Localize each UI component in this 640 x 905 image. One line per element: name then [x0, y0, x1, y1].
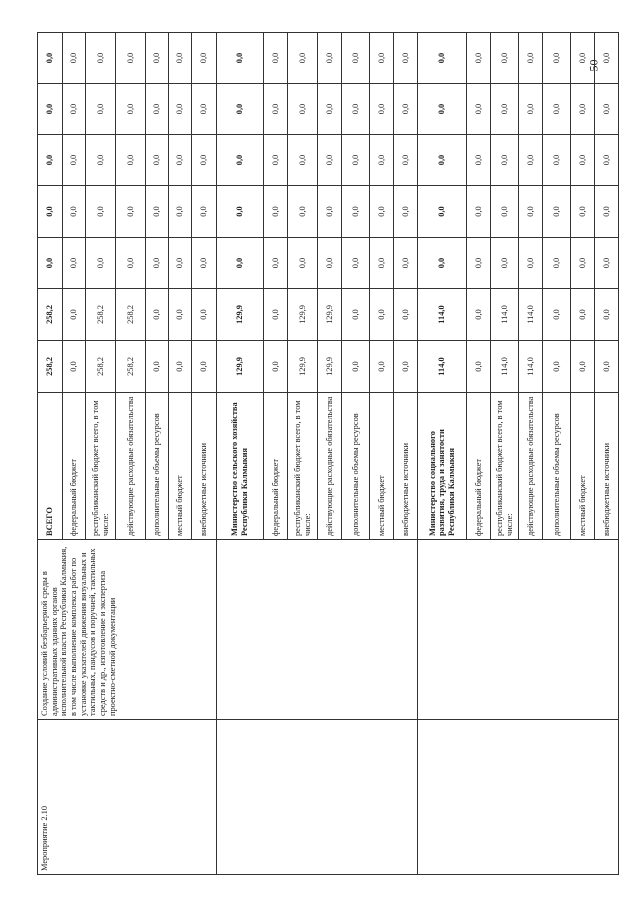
funding-table — [37, 32, 619, 875]
row-label: республиканский бюджет всего, в том числе: — [491, 393, 519, 540]
value-cell: 0,0 — [288, 238, 318, 289]
value-cell: 114,0 — [491, 289, 519, 341]
value-cell: 0,0 — [595, 289, 619, 341]
table-row — [38, 33, 63, 875]
value-cell: 0,0 — [370, 238, 394, 289]
value-cell: 0,0 — [571, 238, 595, 289]
value-cell: 0,0 — [543, 341, 571, 393]
value-cell: 0,0 — [318, 186, 342, 238]
value-cell: 0,0 — [116, 33, 146, 84]
value-cell: 0,0 — [595, 238, 619, 289]
value-cell: 0,0 — [318, 135, 342, 186]
value-cell: 0,0 — [394, 289, 418, 341]
value-cell: 0,0 — [394, 135, 418, 186]
value-cell: 258,2 — [38, 341, 63, 393]
value-cell: 0,0 — [467, 33, 491, 84]
value-cell: 0,0 — [519, 186, 543, 238]
value-cell: 0,0 — [571, 84, 595, 135]
value-cell: 0,0 — [192, 341, 217, 393]
value-cell: 0,0 — [146, 238, 169, 289]
value-cell: 0,0 — [418, 186, 467, 238]
value-cell: 0,0 — [370, 135, 394, 186]
value-cell: 0,0 — [318, 33, 342, 84]
value-cell: 0,0 — [595, 84, 619, 135]
value-cell: 129,9 — [288, 341, 318, 393]
value-cell: 0,0 — [571, 289, 595, 341]
value-cell: 0,0 — [394, 84, 418, 135]
value-cell: 114,0 — [519, 289, 543, 341]
value-cell: 0,0 — [418, 84, 467, 135]
empty-cell — [418, 720, 619, 875]
value-cell: 258,2 — [86, 341, 116, 393]
row-label: внебюджетные источники — [595, 393, 619, 540]
row-label: республиканский бюджет всего, в том числе: — [288, 393, 318, 540]
value-cell: 0,0 — [467, 238, 491, 289]
value-cell: 0,0 — [519, 33, 543, 84]
value-cell: 0,0 — [192, 84, 217, 135]
value-cell: 0,0 — [595, 135, 619, 186]
row-label: федеральный бюджет — [63, 393, 86, 540]
value-cell: 0,0 — [519, 238, 543, 289]
value-cell: 0,0 — [394, 33, 418, 84]
table-row — [217, 33, 264, 875]
measure-id: Мероприятие 2.10 — [38, 720, 217, 875]
value-cell: 0,0 — [86, 186, 116, 238]
value-cell: 0,0 — [146, 341, 169, 393]
value-cell: 0,0 — [370, 84, 394, 135]
row-label: федеральный бюджет — [264, 393, 288, 540]
value-cell: 0,0 — [370, 33, 394, 84]
row-label: действующие расходные обязательства — [519, 393, 543, 540]
value-cell: 0,0 — [38, 186, 63, 238]
value-cell: 0,0 — [169, 33, 192, 84]
value-cell: 0,0 — [418, 238, 467, 289]
value-cell: 0,0 — [288, 135, 318, 186]
funding-table-body — [38, 33, 619, 875]
row-label: действующие расходные обязательства — [116, 393, 146, 540]
value-cell: 0,0 — [217, 238, 264, 289]
value-cell: 0,0 — [342, 186, 370, 238]
value-cell: 0,0 — [192, 135, 217, 186]
value-cell: 0,0 — [318, 238, 342, 289]
value-cell: 0,0 — [571, 33, 595, 84]
value-cell: 0,0 — [595, 186, 619, 238]
value-cell: 0,0 — [63, 186, 86, 238]
value-cell: 0,0 — [491, 135, 519, 186]
value-cell: 0,0 — [370, 341, 394, 393]
value-cell: 0,0 — [217, 33, 264, 84]
value-cell: 0,0 — [63, 238, 86, 289]
value-cell: 0,0 — [116, 84, 146, 135]
value-cell: 0,0 — [543, 33, 571, 84]
value-cell: 129,9 — [217, 341, 264, 393]
value-cell: 0,0 — [342, 84, 370, 135]
value-cell: 0,0 — [264, 135, 288, 186]
value-cell: 0,0 — [217, 135, 264, 186]
value-cell: 0,0 — [86, 135, 116, 186]
value-cell: 114,0 — [519, 341, 543, 393]
value-cell: 0,0 — [169, 238, 192, 289]
row-label: республиканский бюджет всего, в том числе: — [86, 393, 116, 540]
value-cell: 0,0 — [491, 238, 519, 289]
page-number: 50 — [586, 59, 601, 72]
value-cell: 0,0 — [116, 135, 146, 186]
value-cell: 0,0 — [264, 238, 288, 289]
row-label: местный бюджет — [571, 393, 595, 540]
value-cell: 0,0 — [63, 135, 86, 186]
row-label: дополнительные объемы ресурсов — [342, 393, 370, 540]
value-cell: 0,0 — [264, 84, 288, 135]
value-cell: 0,0 — [571, 186, 595, 238]
empty-cell — [217, 720, 418, 875]
value-cell: 0,0 — [288, 33, 318, 84]
value-cell: 0,0 — [543, 289, 571, 341]
value-cell: 0,0 — [264, 33, 288, 84]
value-cell: 0,0 — [571, 135, 595, 186]
value-cell: 114,0 — [418, 289, 467, 341]
value-cell: 0,0 — [543, 135, 571, 186]
value-cell: 0,0 — [519, 135, 543, 186]
value-cell: 129,9 — [318, 341, 342, 393]
row-label: внебюджетные источники — [394, 393, 418, 540]
value-cell: 0,0 — [467, 341, 491, 393]
row-label: дополнительные объемы ресурсов — [146, 393, 169, 540]
measure-name: Создание условий безбарьерной среды в административных зданиях органов исполнительной власти Республики Калмыкия, в том числе выполнение комплекса работ по установке указателей движения визуальных и тактильных, пандусов и поручней, тактильных средств и др., изготовление и экспертиза проектно-сметной документации — [38, 540, 217, 720]
value-cell: 0,0 — [264, 289, 288, 341]
value-cell: 0,0 — [146, 33, 169, 84]
value-cell: 0,0 — [192, 238, 217, 289]
value-cell: 114,0 — [418, 341, 467, 393]
value-cell: 0,0 — [467, 84, 491, 135]
value-cell: 0,0 — [467, 186, 491, 238]
value-cell: 0,0 — [38, 135, 63, 186]
value-cell: 0,0 — [86, 84, 116, 135]
value-cell: 0,0 — [595, 33, 619, 84]
value-cell: 0,0 — [288, 84, 318, 135]
value-cell: 0,0 — [394, 186, 418, 238]
row-label: дополнительные объемы ресурсов — [543, 393, 571, 540]
value-cell: 0,0 — [342, 341, 370, 393]
row-label: внебюджетные источники — [192, 393, 217, 540]
value-cell: 0,0 — [63, 289, 86, 341]
value-cell: 0,0 — [543, 238, 571, 289]
value-cell: 129,9 — [318, 289, 342, 341]
row-label: федеральный бюджет — [467, 393, 491, 540]
row-label: Министерство сельского хозяйства Республики Калмыкия — [217, 393, 264, 540]
value-cell: 0,0 — [146, 135, 169, 186]
value-cell: 0,0 — [370, 289, 394, 341]
value-cell: 0,0 — [543, 186, 571, 238]
value-cell: 0,0 — [342, 135, 370, 186]
value-cell: 0,0 — [192, 33, 217, 84]
value-cell: 0,0 — [394, 238, 418, 289]
row-label: Министерство социального развития, труда и занятости Республики Калмыкия — [418, 393, 467, 540]
value-cell: 0,0 — [38, 33, 63, 84]
value-cell: 0,0 — [571, 341, 595, 393]
value-cell: 0,0 — [63, 84, 86, 135]
value-cell: 0,0 — [318, 84, 342, 135]
value-cell: 0,0 — [370, 186, 394, 238]
value-cell: 0,0 — [38, 84, 63, 135]
value-cell: 0,0 — [342, 289, 370, 341]
value-cell: 0,0 — [264, 186, 288, 238]
empty-cell — [217, 540, 418, 720]
value-cell: 258,2 — [116, 289, 146, 341]
value-cell: 0,0 — [394, 341, 418, 393]
rotated-page — [37, 33, 619, 875]
row-label: действующие расходные обязательства — [318, 393, 342, 540]
value-cell: 0,0 — [288, 186, 318, 238]
value-cell: 0,0 — [86, 33, 116, 84]
row-label: местный бюджет — [169, 393, 192, 540]
value-cell: 0,0 — [491, 186, 519, 238]
value-cell: 0,0 — [86, 238, 116, 289]
value-cell: 0,0 — [169, 289, 192, 341]
value-cell: 0,0 — [192, 289, 217, 341]
value-cell: 0,0 — [38, 238, 63, 289]
value-cell: 0,0 — [169, 186, 192, 238]
value-cell: 258,2 — [38, 289, 63, 341]
value-cell: 0,0 — [217, 84, 264, 135]
value-cell: 0,0 — [264, 341, 288, 393]
value-cell: 0,0 — [169, 84, 192, 135]
value-cell: 0,0 — [342, 238, 370, 289]
table-row — [418, 33, 467, 875]
value-cell: 0,0 — [519, 84, 543, 135]
value-cell: 0,0 — [491, 33, 519, 84]
row-label: ВСЕГО — [38, 393, 63, 540]
value-cell: 258,2 — [116, 341, 146, 393]
empty-cell — [418, 540, 619, 720]
value-cell: 258,2 — [86, 289, 116, 341]
value-cell: 0,0 — [116, 186, 146, 238]
value-cell: 0,0 — [192, 186, 217, 238]
value-cell: 0,0 — [217, 186, 264, 238]
value-cell: 129,9 — [217, 289, 264, 341]
value-cell: 0,0 — [418, 135, 467, 186]
value-cell: 0,0 — [63, 341, 86, 393]
value-cell: 0,0 — [169, 135, 192, 186]
value-cell: 0,0 — [146, 186, 169, 238]
row-label: местный бюджет — [370, 393, 394, 540]
value-cell: 0,0 — [146, 289, 169, 341]
value-cell: 0,0 — [467, 135, 491, 186]
value-cell: 0,0 — [169, 341, 192, 393]
value-cell: 0,0 — [467, 289, 491, 341]
value-cell: 0,0 — [63, 33, 86, 84]
value-cell: 0,0 — [418, 33, 467, 84]
value-cell: 0,0 — [491, 84, 519, 135]
value-cell: 0,0 — [595, 341, 619, 393]
value-cell: 0,0 — [146, 84, 169, 135]
value-cell: 114,0 — [491, 341, 519, 393]
value-cell: 0,0 — [116, 238, 146, 289]
value-cell: 0,0 — [342, 33, 370, 84]
value-cell: 129,9 — [288, 289, 318, 341]
value-cell: 0,0 — [543, 84, 571, 135]
